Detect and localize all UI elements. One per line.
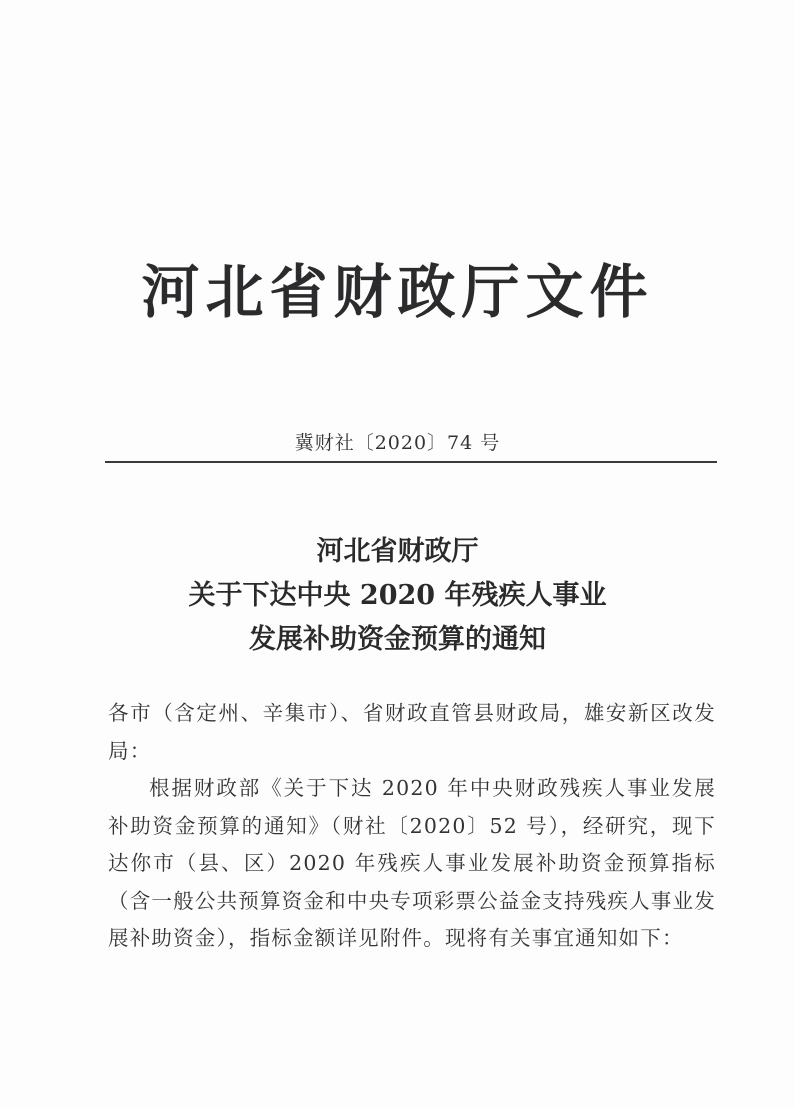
header-divider-line xyxy=(105,461,717,463)
document-body xyxy=(108,695,716,958)
notice-title-line-3: 发展补助资金预算的通知 xyxy=(249,624,546,655)
document-header-title: 河北省财政厅文件 xyxy=(141,258,654,326)
notice-title-line-1: 河北省财政厅 xyxy=(316,536,479,567)
document-number: 冀财社〔2020〕74 号 xyxy=(294,432,501,454)
salutation: 各市（含定州、辛集市）、省财政直管县财政局，雄安新区改发局： xyxy=(108,701,716,763)
notice-title xyxy=(0,530,795,662)
body-paragraph: 根据财政部《关于下达 2020 年中央财政残疾人事业发展补助资金预算的通知》（财社〔2020〕52 号），经研究，现下达你市（县、区）2020 年残疾人事业发展补助资金预算指标（含一般公共预算资金和中央专项彩票公益金支持残疾人事业发展补助资金），指标金额详见附件。现将有关事宜通知如下： xyxy=(108,776,716,950)
notice-title-line-2: 关于下达中央 2020 年残疾人事业 xyxy=(188,580,607,611)
